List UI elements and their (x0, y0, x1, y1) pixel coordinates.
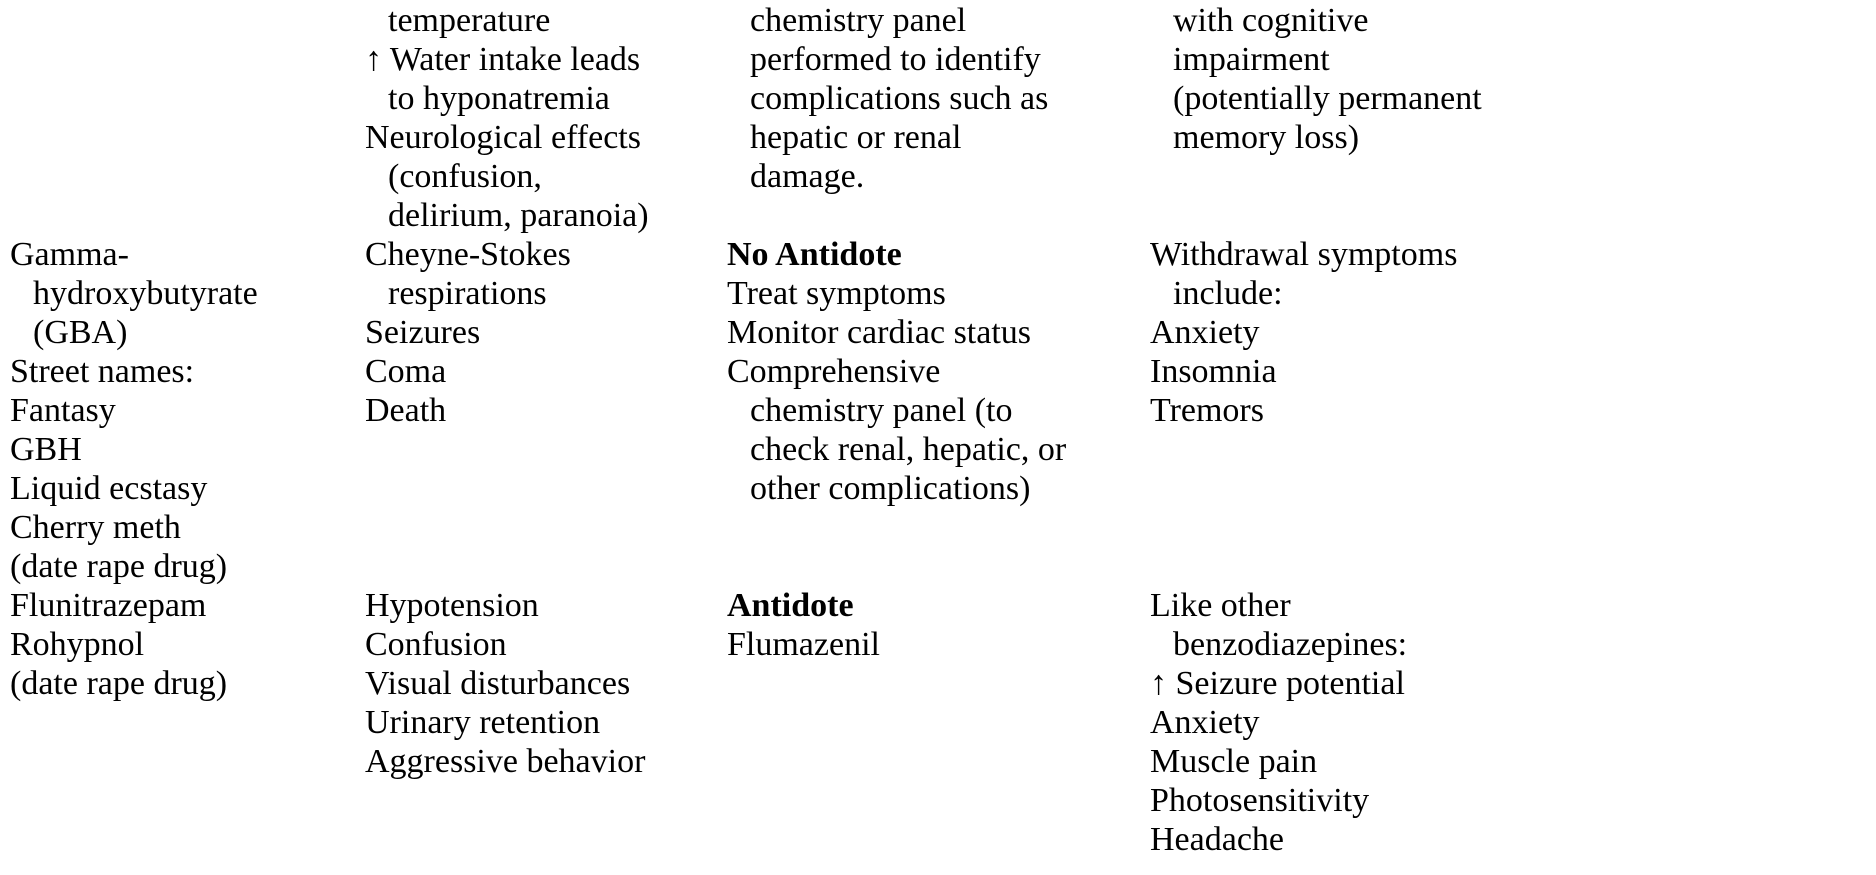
table-cell (365, 235, 571, 430)
table-line: delirium, paranoia) (388, 197, 649, 234)
table-line: Muscle pain (1150, 743, 1318, 780)
table-cell (365, 1, 649, 235)
table-line: Gamma- (10, 236, 129, 273)
table-line: Anxiety (1150, 314, 1260, 351)
table-line: performed to identify (750, 41, 1041, 78)
table-line: Photosensitivity (1150, 782, 1370, 819)
table-line: Seizures (365, 314, 481, 351)
table-line: (potentially permanent (1173, 80, 1482, 117)
table-line: ↑ Water intake leads (365, 41, 641, 78)
table-line: Rohypnol (10, 626, 145, 663)
table-line: Withdrawal symptoms (1150, 236, 1458, 273)
table-line: Liquid ecstasy (10, 470, 208, 507)
table-line: Confusion (365, 626, 507, 663)
table-cell (1150, 1, 1482, 157)
table-cell (1150, 235, 1457, 430)
table-line: memory loss) (1173, 119, 1360, 156)
table-line: Flunitrazepam (10, 587, 207, 624)
table-line: Coma (365, 353, 447, 390)
table-line: check renal, hepatic, or (750, 431, 1067, 468)
table-line: (GBA) (33, 314, 128, 351)
table-row (0, 235, 1876, 586)
table-line-bold: Antidote (727, 587, 854, 624)
table-line: Anxiety (1150, 704, 1260, 741)
table-line: Death (365, 392, 447, 429)
table-cell (1150, 586, 1407, 859)
table-line: Headache (1150, 821, 1285, 858)
table-line: include: (1173, 275, 1283, 312)
table-line: Insomnia (1150, 353, 1277, 390)
table-line: Aggressive behavior (365, 743, 646, 780)
table-line: (confusion, (388, 158, 542, 195)
table-line: chemistry panel (750, 2, 967, 39)
table-row (0, 1, 1876, 235)
table-line: benzodiazepines: (1173, 626, 1408, 663)
table-cell (365, 586, 645, 781)
table-line: GBH (10, 431, 82, 468)
table-cell (10, 235, 258, 586)
table-cell (10, 586, 227, 703)
drug-table (0, 1, 1876, 859)
table-line: Urinary retention (365, 704, 601, 741)
table-line: hydroxybutyrate (33, 275, 258, 312)
table-cell (727, 235, 1066, 508)
table-line: temperature (388, 2, 551, 39)
table-line-bold: No Antidote (727, 236, 902, 273)
table-line: Neurological effects (365, 119, 641, 156)
table-line: complications such as (750, 80, 1049, 117)
table-line: Street names: (10, 353, 195, 390)
table-line: (date rape drug) (10, 548, 228, 585)
table-line: ↑ Seizure potential (1150, 665, 1405, 702)
table-line: to hyponatremia (388, 80, 610, 117)
table-line: (date rape drug) (10, 665, 228, 702)
table-line: hepatic or renal (750, 119, 962, 156)
table-cell (727, 1, 1048, 196)
table-cell (727, 586, 880, 664)
table-line: impairment (1173, 41, 1330, 78)
table-line: respirations (388, 275, 547, 312)
table-line: chemistry panel (to (750, 392, 1013, 429)
table-line: Comprehensive (727, 353, 941, 390)
table-line: Fantasy (10, 392, 116, 429)
table-line: Visual disturbances (365, 665, 631, 702)
table-line: Like other (1150, 587, 1291, 624)
table-line: Hypotension (365, 587, 539, 624)
table-line: Tremors (1150, 392, 1264, 429)
table-line: Monitor cardiac status (727, 314, 1032, 351)
table-row (0, 586, 1876, 859)
table-line: damage. (750, 158, 865, 195)
table-line: Treat symptoms (727, 275, 946, 312)
table-line: Cherry meth (10, 509, 181, 546)
table-line: Flumazenil (727, 626, 880, 663)
table-line: with cognitive (1173, 2, 1369, 39)
table-line: other complications) (750, 470, 1031, 507)
table-line: Cheyne-Stokes (365, 236, 571, 273)
